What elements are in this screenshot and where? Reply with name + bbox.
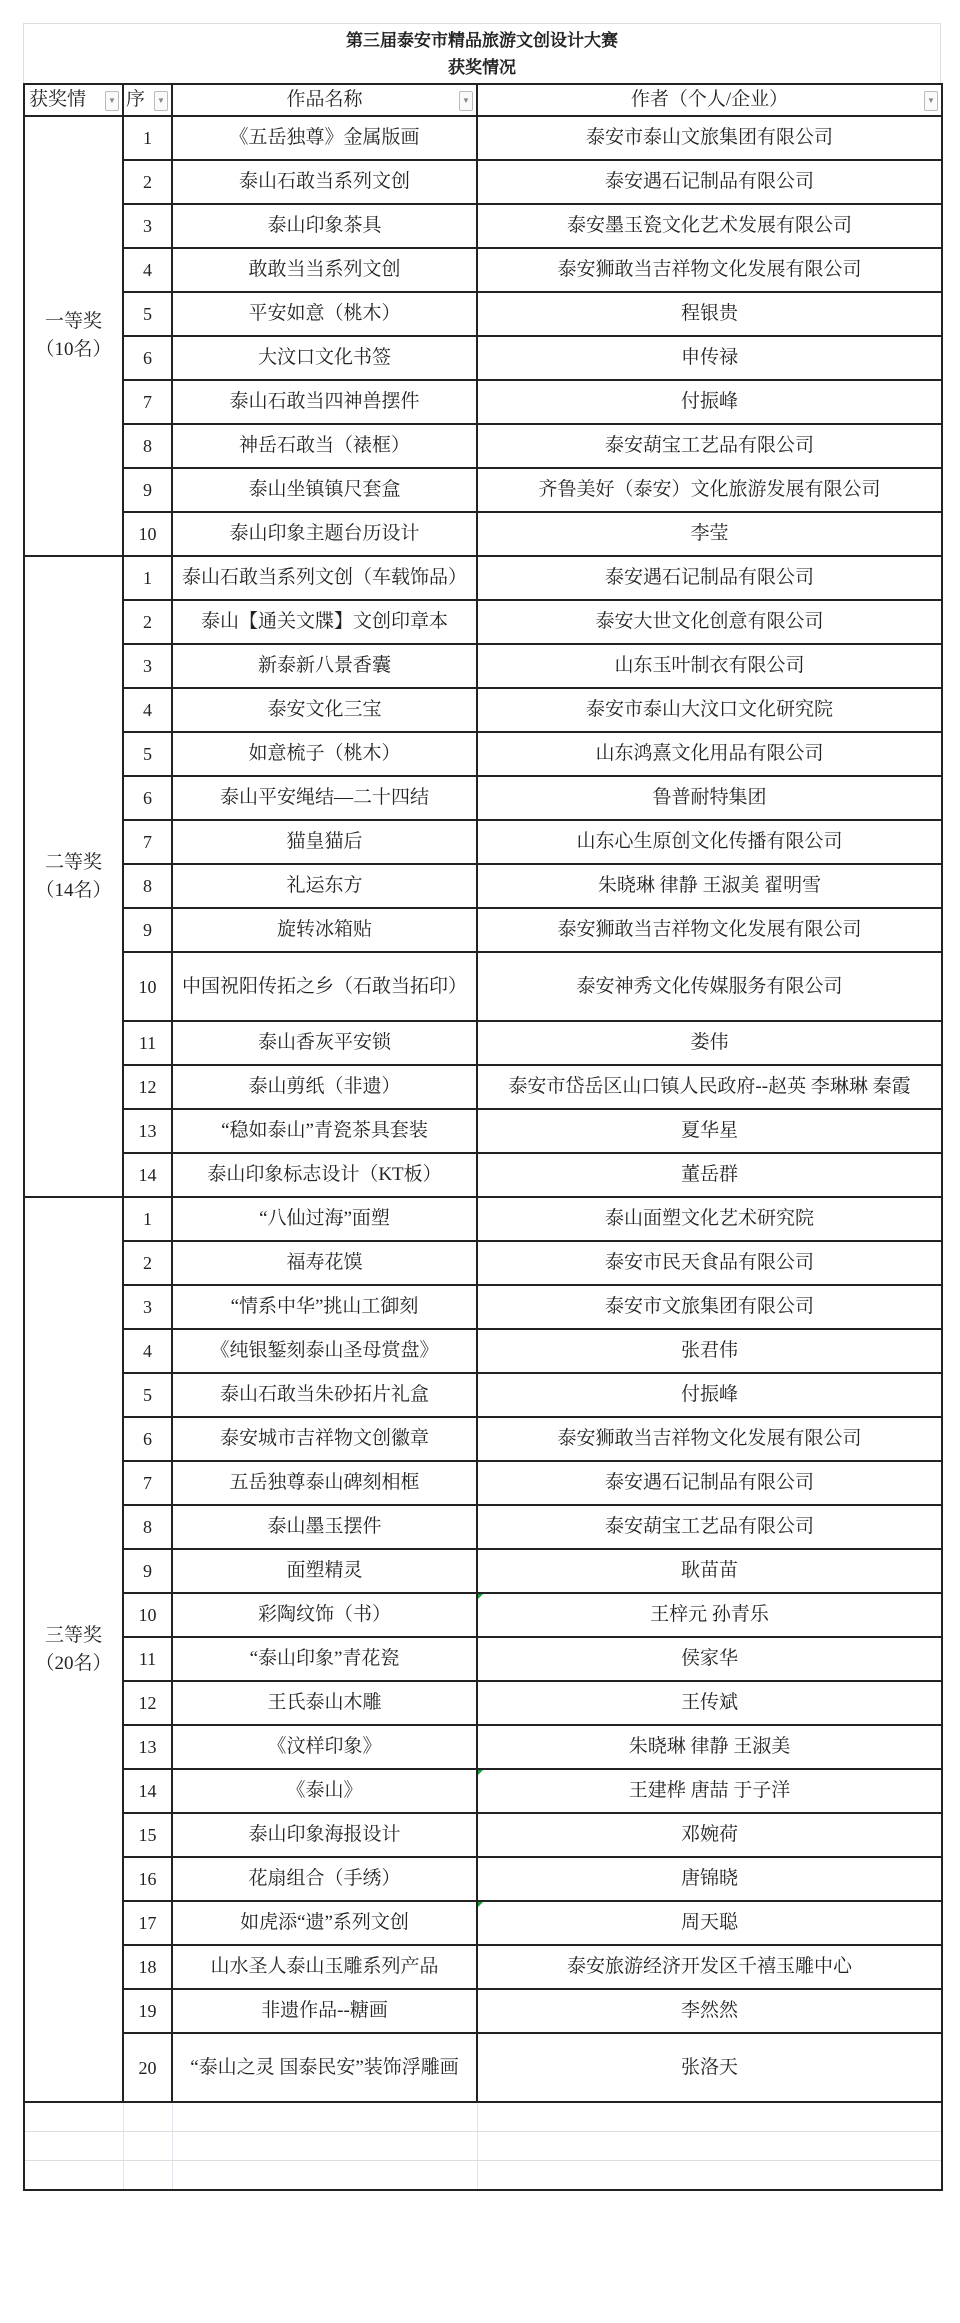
filter-work-icon[interactable]: ▼ xyxy=(459,91,473,111)
empty-cell[interactable] xyxy=(24,2132,123,2161)
table-row xyxy=(24,292,942,336)
table-row xyxy=(24,864,942,908)
author-cell: 泰山面塑文化艺术研究院 xyxy=(477,1197,942,1241)
seq-cell: 19 xyxy=(123,1989,172,2033)
table-row xyxy=(24,1593,942,1637)
author-cell: 程银贵 xyxy=(477,292,942,336)
author-cell: 李莹 xyxy=(477,512,942,556)
seq-cell: 8 xyxy=(123,424,172,468)
table-row xyxy=(24,1505,942,1549)
work-name-cell: 大汶口文化书签 xyxy=(172,336,477,380)
table-row xyxy=(24,248,942,292)
table-row xyxy=(24,116,942,160)
table-row xyxy=(24,1901,942,1945)
work-name-cell: 中国祝阳传拓之乡（石敢当拓印） xyxy=(172,952,477,1021)
table-row xyxy=(24,1109,942,1153)
seq-cell: 14 xyxy=(123,1769,172,1813)
author-cell: 泰安大世文化创意有限公司 xyxy=(477,600,942,644)
seq-cell: 7 xyxy=(123,380,172,424)
table-row xyxy=(24,600,942,644)
seq-cell: 11 xyxy=(123,1021,172,1065)
work-name-cell: 《泰山》 xyxy=(172,1769,477,1813)
seq-cell: 14 xyxy=(123,1153,172,1197)
filter-award-icon[interactable]: ▼ xyxy=(105,91,119,111)
seq-cell: 1 xyxy=(123,556,172,600)
empty-cell[interactable] xyxy=(477,2102,942,2132)
seq-cell: 13 xyxy=(123,1725,172,1769)
work-name-cell: 泰山印象主题台历设计 xyxy=(172,512,477,556)
author-cell: 唐锦晓 xyxy=(477,1857,942,1901)
seq-cell: 2 xyxy=(123,160,172,204)
author-cell: 泰安葫宝工艺品有限公司 xyxy=(477,1505,942,1549)
seq-cell: 10 xyxy=(123,1593,172,1637)
work-name-cell: 彩陶纹饰（书） xyxy=(172,1593,477,1637)
table-row xyxy=(24,1461,942,1505)
empty-cell[interactable] xyxy=(123,2102,172,2132)
award-table xyxy=(23,83,943,2191)
table-row xyxy=(24,1813,942,1857)
empty-cell[interactable] xyxy=(24,2161,123,2191)
seq-cell: 18 xyxy=(123,1945,172,1989)
author-cell: 付振峰 xyxy=(477,380,942,424)
seq-cell: 15 xyxy=(123,1813,172,1857)
comment-marker-icon xyxy=(478,1902,483,1907)
work-name-cell: 泰山印象标志设计（KT板） xyxy=(172,1153,477,1197)
work-name-cell: 礼运东方 xyxy=(172,864,477,908)
seq-cell: 9 xyxy=(123,468,172,512)
work-name-cell: 泰山石敢当朱砂拓片礼盒 xyxy=(172,1373,477,1417)
table-row xyxy=(24,1637,942,1681)
author-cell: 董岳群 xyxy=(477,1153,942,1197)
header-work-label: 作品名称 xyxy=(286,89,363,110)
seq-cell: 9 xyxy=(123,908,172,952)
table-row xyxy=(24,1945,942,1989)
author-cell: 泰安葫宝工艺品有限公司 xyxy=(477,424,942,468)
sheet-title xyxy=(23,23,941,83)
work-name-cell: 旋转冰箱贴 xyxy=(172,908,477,952)
work-name-cell: 泰山墨玉摆件 xyxy=(172,1505,477,1549)
author-cell: 泰安神秀文化传媒服务有限公司 xyxy=(477,952,942,1021)
author-cell: 山东鸿熹文化用品有限公司 xyxy=(477,732,942,776)
header-award xyxy=(24,84,123,116)
table-row xyxy=(24,160,942,204)
author-cell: 周天聪 xyxy=(477,1901,942,1945)
seq-cell: 10 xyxy=(123,952,172,1021)
work-name-cell: 福寿花馍 xyxy=(172,1241,477,1285)
award-count: （20名） xyxy=(35,1652,112,1674)
seq-cell: 12 xyxy=(123,1065,172,1109)
author-cell: 泰安市文旅集团有限公司 xyxy=(477,1285,942,1329)
seq-cell: 4 xyxy=(123,248,172,292)
empty-cell[interactable] xyxy=(172,2102,477,2132)
seq-cell: 3 xyxy=(123,644,172,688)
seq-cell: 7 xyxy=(123,1461,172,1505)
table-row xyxy=(24,688,942,732)
author-cell: 齐鲁美好（泰安）文化旅游发展有限公司 xyxy=(477,468,942,512)
author-cell: 山东玉叶制衣有限公司 xyxy=(477,644,942,688)
seq-cell: 8 xyxy=(123,1505,172,1549)
title-line-2: 获奖情况 xyxy=(448,58,516,78)
work-name-cell: “情系中华”挑山工御刻 xyxy=(172,1285,477,1329)
author-cell: 朱晓琳 律静 王淑美 xyxy=(477,1725,942,1769)
work-name-cell: 花扇组合（手绣） xyxy=(172,1857,477,1901)
author-cell: 泰安遇石记制品有限公司 xyxy=(477,556,942,600)
work-name-cell: 山水圣人泰山玉雕系列产品 xyxy=(172,1945,477,1989)
author-cell: 泰安狮敢当吉祥物文化发展有限公司 xyxy=(477,908,942,952)
author-cell: 泰安狮敢当吉祥物文化发展有限公司 xyxy=(477,1417,942,1461)
work-name-cell: 泰山坐镇镇尺套盒 xyxy=(172,468,477,512)
seq-cell: 2 xyxy=(123,1241,172,1285)
seq-cell: 5 xyxy=(123,732,172,776)
author-cell: 王传斌 xyxy=(477,1681,942,1725)
seq-cell: 20 xyxy=(123,2033,172,2102)
table-row xyxy=(24,952,942,1021)
work-name-cell: 平安如意（桃木） xyxy=(172,292,477,336)
author-cell: 朱晓琳 律静 王淑美 翟明雪 xyxy=(477,864,942,908)
work-name-cell: 敢敢当当系列文创 xyxy=(172,248,477,292)
table-row xyxy=(24,820,942,864)
work-name-cell: 如意梳子（桃木） xyxy=(172,732,477,776)
table-row xyxy=(24,1373,942,1417)
table-row xyxy=(24,380,942,424)
award-level: 三等奖 xyxy=(44,1624,102,1646)
seq-cell: 16 xyxy=(123,1857,172,1901)
work-name-cell: 猫皇猫后 xyxy=(172,820,477,864)
work-name-cell: “泰山之灵 国泰民安”装饰浮雕画 xyxy=(172,2033,477,2102)
author-cell: 张君伟 xyxy=(477,1329,942,1373)
work-name-cell: 泰安城市吉祥物文创徽章 xyxy=(172,1417,477,1461)
header-seq-label: 序 xyxy=(126,89,146,110)
work-name-cell: 如虎添“遗”系列文创 xyxy=(172,1901,477,1945)
table-row xyxy=(24,644,942,688)
work-name-cell: 面塑精灵 xyxy=(172,1549,477,1593)
author-cell: 泰安市岱岳区山口镇人民政府--赵英 李琳琳 秦霞 xyxy=(477,1065,942,1109)
seq-cell: 1 xyxy=(123,116,172,160)
table-row xyxy=(24,1241,942,1285)
table-row xyxy=(24,468,942,512)
seq-cell: 4 xyxy=(123,1329,172,1373)
author-cell: 鲁普耐特集团 xyxy=(477,776,942,820)
author-cell: 泰安遇石记制品有限公司 xyxy=(477,160,942,204)
seq-cell: 11 xyxy=(123,1637,172,1681)
seq-cell: 3 xyxy=(123,1285,172,1329)
seq-cell: 2 xyxy=(123,600,172,644)
table-row xyxy=(24,204,942,248)
empty-cell[interactable] xyxy=(477,2161,942,2191)
empty-cell[interactable] xyxy=(477,2132,942,2161)
filter-seq-icon[interactable]: ▼ xyxy=(154,91,168,111)
author-cell: 泰安狮敢当吉祥物文化发展有限公司 xyxy=(477,248,942,292)
table-row xyxy=(24,1197,942,1241)
empty-row xyxy=(24,2102,942,2132)
work-name-cell: 泰山香灰平安锁 xyxy=(172,1021,477,1065)
seq-cell: 3 xyxy=(123,204,172,248)
title-line-1: 第三届泰安市精品旅游文创设计大赛 xyxy=(346,31,618,51)
table-row xyxy=(24,1417,942,1461)
table-row xyxy=(24,556,942,600)
table-row xyxy=(24,1285,942,1329)
work-name-cell: 《纯银錾刻泰山圣母赏盘》 xyxy=(172,1329,477,1373)
seq-cell: 6 xyxy=(123,776,172,820)
author-cell: 夏华星 xyxy=(477,1109,942,1153)
award-group-cell xyxy=(24,116,123,556)
author-cell: 申传禄 xyxy=(477,336,942,380)
table-row xyxy=(24,1329,942,1373)
award-count: （14名） xyxy=(35,879,112,901)
empty-cell[interactable] xyxy=(123,2161,172,2191)
seq-cell: 9 xyxy=(123,1549,172,1593)
table-row xyxy=(24,512,942,556)
seq-cell: 5 xyxy=(123,1373,172,1417)
header-author-label: 作者（个人/企业） xyxy=(630,89,789,110)
author-cell: 泰安旅游经济开发区千禧玉雕中心 xyxy=(477,1945,942,1989)
author-cell: 泰安墨玉瓷文化艺术发展有限公司 xyxy=(477,204,942,248)
empty-row xyxy=(24,2161,942,2191)
seq-cell: 5 xyxy=(123,292,172,336)
author-cell: 侯家华 xyxy=(477,1637,942,1681)
author-cell: 李然然 xyxy=(477,1989,942,2033)
header-work xyxy=(172,84,477,116)
table-row xyxy=(24,776,942,820)
header-row xyxy=(24,84,942,116)
work-name-cell: 神岳石敢当（裱框） xyxy=(172,424,477,468)
empty-row xyxy=(24,2132,942,2161)
table-row xyxy=(24,1681,942,1725)
work-name-cell: 泰山石敢当四神兽摆件 xyxy=(172,380,477,424)
table-row xyxy=(24,1549,942,1593)
seq-cell: 6 xyxy=(123,336,172,380)
work-name-cell: 《五岳独尊》金属版画 xyxy=(172,116,477,160)
seq-cell: 12 xyxy=(123,1681,172,1725)
table-row xyxy=(24,1153,942,1197)
award-count: （10名） xyxy=(35,339,112,360)
seq-cell: 1 xyxy=(123,1197,172,1241)
work-name-cell: 泰山【通关文牒】文创印章本 xyxy=(172,600,477,644)
header-award-label: 获奖情 xyxy=(29,89,87,110)
work-name-cell: 《汶样印象》 xyxy=(172,1725,477,1769)
author-cell: 泰安市民天食品有限公司 xyxy=(477,1241,942,1285)
comment-marker-icon xyxy=(478,1594,483,1599)
author-cell: 泰安市泰山文旅集团有限公司 xyxy=(477,116,942,160)
seq-cell: 13 xyxy=(123,1109,172,1153)
table-row xyxy=(24,1857,942,1901)
table-row xyxy=(24,1021,942,1065)
award-sheet xyxy=(23,23,941,2191)
author-cell: 付振峰 xyxy=(477,1373,942,1417)
award-group-cell xyxy=(24,1197,123,2102)
table-row xyxy=(24,424,942,468)
author-cell: 王梓元 孙青乐 xyxy=(477,1593,942,1637)
work-name-cell: 泰山剪纸（非遗） xyxy=(172,1065,477,1109)
table-row xyxy=(24,908,942,952)
table-row xyxy=(24,1989,942,2033)
work-name-cell: 泰山平安绳结—二十四结 xyxy=(172,776,477,820)
header-author xyxy=(477,84,942,116)
table-row xyxy=(24,1769,942,1813)
empty-cell[interactable] xyxy=(172,2161,477,2191)
work-name-cell: 新泰新八景香囊 xyxy=(172,644,477,688)
empty-cell[interactable] xyxy=(123,2132,172,2161)
work-name-cell: 五岳独尊泰山碑刻相框 xyxy=(172,1461,477,1505)
table-row xyxy=(24,1725,942,1769)
award-level: 一等奖 xyxy=(44,311,102,332)
empty-cell[interactable] xyxy=(24,2102,123,2132)
work-name-cell: 泰山印象茶具 xyxy=(172,204,477,248)
work-name-cell: 泰山石敢当系列文创 xyxy=(172,160,477,204)
seq-cell: 6 xyxy=(123,1417,172,1461)
work-name-cell: “泰山印象”青花瓷 xyxy=(172,1637,477,1681)
author-cell: 张洛天 xyxy=(477,2033,942,2102)
author-cell: 耿苗苗 xyxy=(477,1549,942,1593)
award-group-cell xyxy=(24,556,123,1197)
table-row xyxy=(24,336,942,380)
work-name-cell: 泰安文化三宝 xyxy=(172,688,477,732)
work-name-cell: “稳如泰山”青瓷茶具套装 xyxy=(172,1109,477,1153)
seq-cell: 4 xyxy=(123,688,172,732)
seq-cell: 10 xyxy=(123,512,172,556)
author-cell: 泰安遇石记制品有限公司 xyxy=(477,1461,942,1505)
author-cell: 山东心生原创文化传播有限公司 xyxy=(477,820,942,864)
empty-cell[interactable] xyxy=(172,2132,477,2161)
author-cell: 王建桦 唐喆 于子洋 xyxy=(477,1769,942,1813)
seq-cell: 17 xyxy=(123,1901,172,1945)
work-name-cell: 非遗作品--糖画 xyxy=(172,1989,477,2033)
comment-marker-icon xyxy=(478,1770,483,1775)
filter-author-icon[interactable]: ▼ xyxy=(924,91,938,111)
author-cell: 泰安市泰山大汶口文化研究院 xyxy=(477,688,942,732)
table-row xyxy=(24,2033,942,2102)
work-name-cell: 泰山印象海报设计 xyxy=(172,1813,477,1857)
award-level: 二等奖 xyxy=(44,851,102,873)
table-row xyxy=(24,1065,942,1109)
work-name-cell: 王氏泰山木雕 xyxy=(172,1681,477,1725)
author-cell: 邓婉荷 xyxy=(477,1813,942,1857)
table-row xyxy=(24,732,942,776)
seq-cell: 8 xyxy=(123,864,172,908)
seq-cell: 7 xyxy=(123,820,172,864)
author-cell: 娄伟 xyxy=(477,1021,942,1065)
header-seq xyxy=(123,84,172,116)
work-name-cell: 泰山石敢当系列文创（车载饰品） xyxy=(172,556,477,600)
work-name-cell: “八仙过海”面塑 xyxy=(172,1197,477,1241)
